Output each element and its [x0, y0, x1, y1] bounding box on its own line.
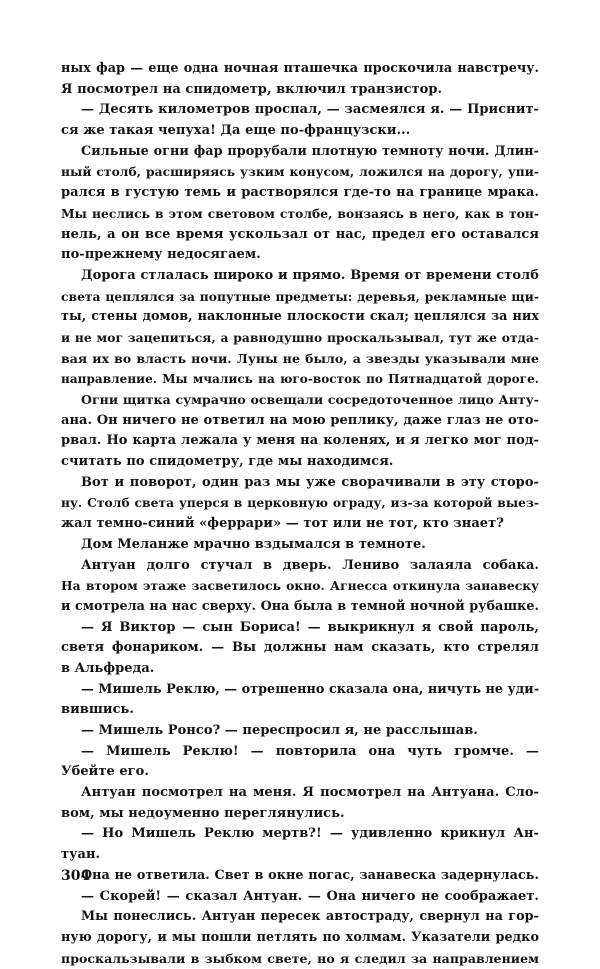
text-line: считать по спидометру, где мы находимся. [61, 454, 394, 470]
text-line: вом, мы недоуменно переглянулись. [61, 805, 345, 821]
text-line: вившись. [61, 702, 134, 718]
text-line: светя фонариком. — Вы должны нам сказать, кто стрелял [61, 640, 539, 656]
text-line: нель, а он все время ускользал от нас, предел его оставался [61, 226, 539, 242]
text-line: — Скорей! — сказал Антуан. — Она ничего не соображает. [81, 888, 539, 904]
text-line: ты, стены домов, наклонные плоскости скал; цеплялся за них [61, 309, 539, 325]
text-line: Дорога стлалась широко и прямо. Время от времени столб [81, 267, 539, 283]
text-line: по-прежнему недосягаем. [61, 247, 261, 263]
text-line: Дом Меланже мрачно вздымался в темноте. [81, 536, 426, 552]
text-line: направление. Мы мчались на юго-восток по Пятнадцатой дороге. [61, 372, 539, 387]
text-line: и смотрела на нас сверху. Она была в темной ночной рубашке. [61, 598, 539, 614]
text-line: Сильные огни фар прорубали плотную темноту ночи. Длин- [81, 143, 539, 159]
text-line: проскальзывали в зыбком свете, но я следил за направлением [61, 950, 539, 966]
text-line: Мы понеслись. Антуан пересек автостраду, свернул на гор- [81, 909, 539, 925]
text-line: ный столб, расширяясь узким конусом, ложился на дорогу, упи- [61, 164, 539, 180]
text-line: Антуан долго стучал в дверь. Лениво залаяла собака. [81, 557, 539, 573]
text-line: рвал. Но карта лежала у меня на коленях, и я легко мог под- [61, 433, 539, 449]
text-line: — Но Мишель Реклю мертв?! — удивленно крикнул Ан- [81, 826, 539, 842]
body-text [61, 59, 539, 969]
text-line: ных фар — еще одна ночная пташечка проскочила навстречу. [61, 61, 539, 76]
text-line: Мы неслись в этом световом столбе, вонзаясь в него, как в тон- [61, 205, 539, 221]
text-line: света цеплялся за попутные предметы: деревья, рекламные щи- [61, 288, 539, 304]
text-line: в Альфреда. [61, 660, 155, 676]
text-line: — Мишель Реклю! — повторила она чуть громче. — [81, 743, 539, 759]
text-line: Она не ответила. Свет в окне погас, занавеска задернулась. [81, 867, 539, 883]
text-line: Вот и поворот, один раз мы уже сворачивали в эту сторо- [81, 474, 539, 490]
text-line: — Мишель Ронсо? — переспросил я, не расслышав. [81, 723, 478, 738]
text-line: Я посмотрел на спидометр, включил транзистор. [61, 81, 443, 97]
text-line: жал темно-синий «феррари» — тот или не тот, кто знает? [61, 516, 504, 532]
text-line: рался в густую темь и растворялся где-то на границе мрака. [61, 185, 539, 201]
text-line: — Я Виктор — сын Бориса! — выкрикнул я свой пароль, [81, 619, 539, 635]
text-line: туан. [61, 847, 101, 863]
text-line: ана. Он ничего не ответил на мою реплику, даже глаз не ото- [61, 412, 539, 428]
text-line: На втором этаже засветилось окно. Агнесса откинула занавеску [61, 578, 539, 594]
text-line: Огни щитка сумрачно освещали сосредоточенное лицо Анту- [81, 392, 539, 407]
text-line: и не мог зацепиться, а равнодушно проскальзывал, тут же отда- [61, 329, 539, 345]
text-line: — Десять километров проспал, — засмеялся я. — Приснит- [81, 102, 539, 118]
text-line: вая их во власть ночи. Луны не было, а звезды указывали мне [61, 350, 539, 366]
page-number: 304 [61, 868, 91, 884]
text-line: ную дорогу, и мы пошли петлять по холмам. Указатели редко [61, 929, 539, 945]
text-line: — Мишель Реклю, — отрешенно сказала она, ничуть не уди- [81, 681, 539, 697]
text-line: ну. Столб света уперся в церковную ограду, из-за которой выез- [61, 495, 539, 511]
text-line: ся же такая чепуха! Да еще по-французски... [61, 123, 411, 139]
text-line: Антуан посмотрел на меня. Я посмотрел на Антуана. Сло- [81, 785, 539, 801]
text-line: Убейте его. [61, 764, 149, 780]
